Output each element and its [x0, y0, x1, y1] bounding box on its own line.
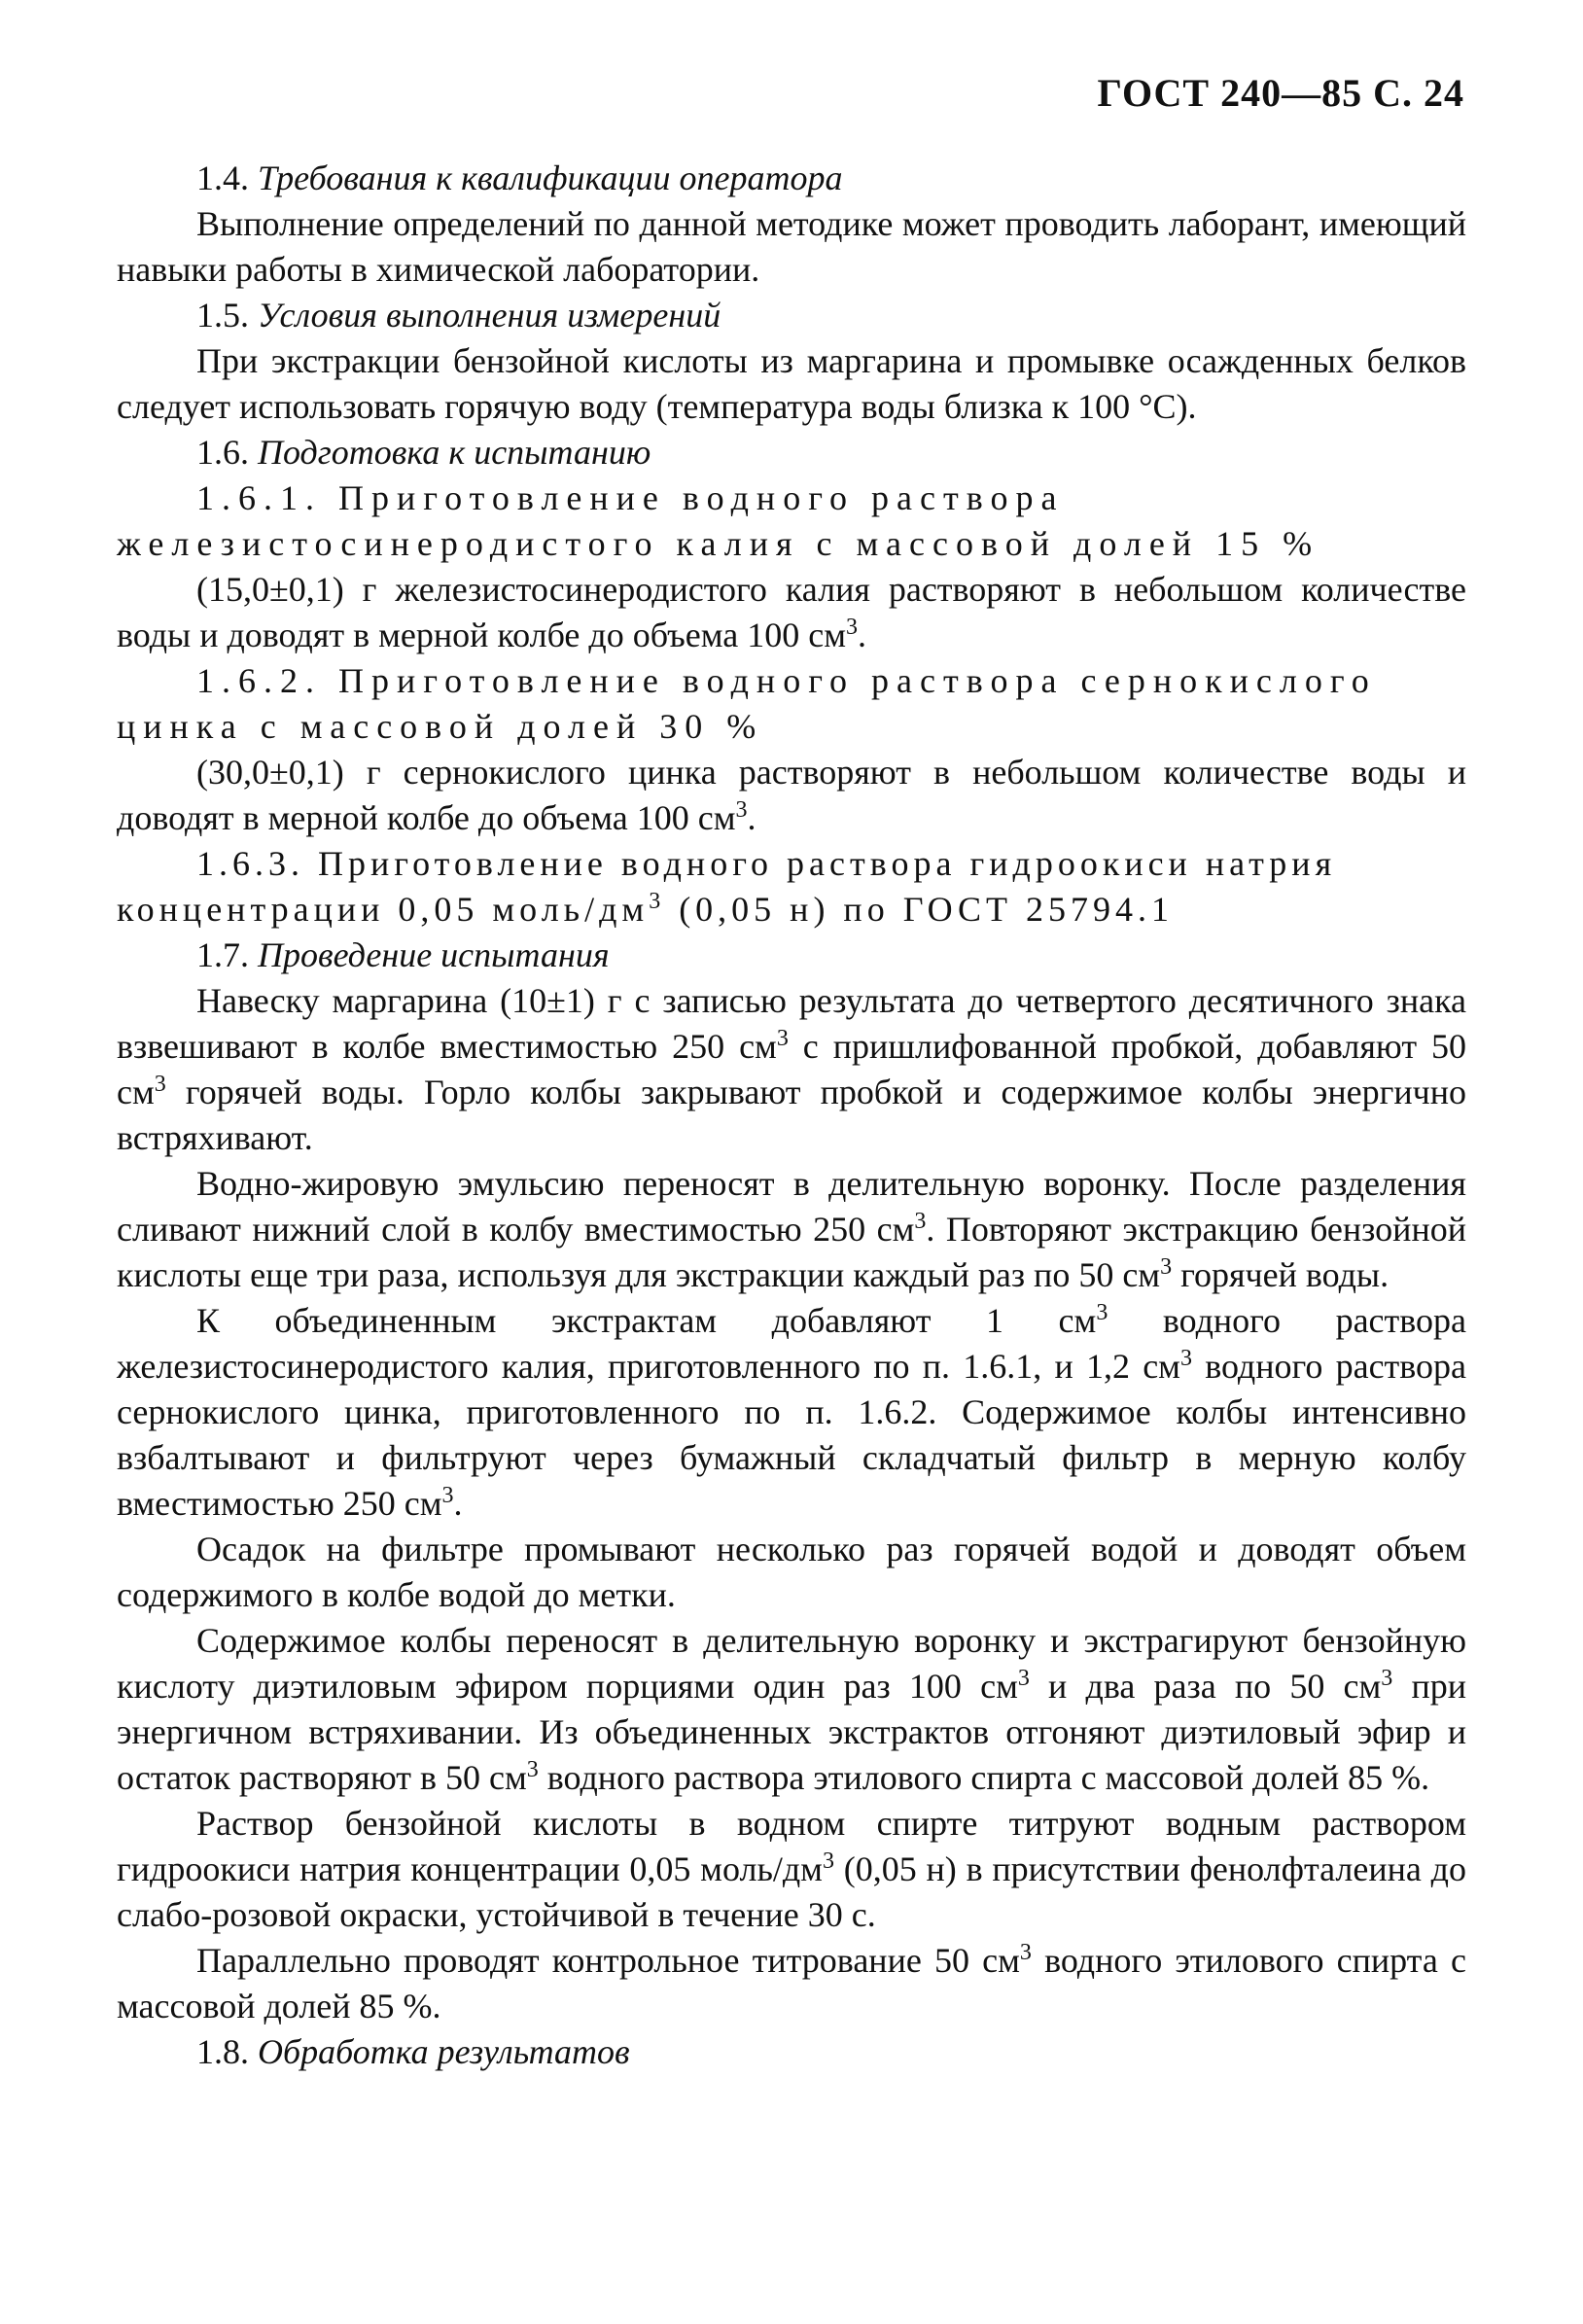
paragraph: Содержимое колбы переносят в делительную воронку и экстрагируют бензойную кислоту диэтиловым эфиром порциями один раз 100 $см^3$ и два раза по 50 $см^3$ при энергичном встряхивании. Из объединенных экстрактов отгоняют диэтиловый эфир и остаток растворяют в 50 $см^3$ водного раствора этилового спирта с массовой долей 85 %.: [117, 1621, 1466, 1797]
section-heading-1-6: 1.6. Подготовка к испытанию: [196, 433, 651, 472]
paragraph: Водно-жировую эмульсию переносят в делительную воронку. После разделения сливают нижний слой в колбу вместимостью 250 $см^3$. Повторяют экстракцию бензойной кислоты еще три раза, используя для экстракции каждый раз по 50 $см^3$ горячей воды.: [117, 1164, 1466, 1294]
paragraph: Навеску маргарина (10±1) г с записью результата до четвертого десятичного знака взвешивают в колбе вместимостью 250 $см^3$ с пришлифованной пробкой, добавляют 50 $см^3$ горячей воды. Горло колбы закрывают пробкой и содержимое колбы энергично встряхивают.: [117, 981, 1467, 1157]
section-heading-1-7: 1.7. Проведение испытания: [196, 935, 610, 974]
document-body: [117, 156, 1466, 2075]
subsection-heading-1-6-2: 1.6.2. Приготовление водного раствора сернокислого цинка с массовой долей 30 %: [117, 661, 1377, 746]
paragraph: (30,0±0,1) г сернокислого цинка растворяют в небольшом количестве воды и доводят в мерной колбе до объема 100 $см^3$.: [117, 753, 1466, 837]
page-header: ГОСТ 240—85 С. 24: [1097, 71, 1464, 115]
paragraph: Параллельно проводят контрольное титрование 50 $см^3$ водного этилового спирта с массовой долей 85 %.: [117, 1940, 1466, 2025]
section-heading-1-4: 1.4. Требования к квалификации оператора: [196, 158, 843, 197]
paragraph: Выполнение определений по данной методике может проводить лаборант, имеющий навыки работы в химической лаборатории.: [117, 204, 1466, 289]
section-heading-1-5: 1.5. Условия выполнения измерений: [196, 296, 721, 335]
paragraph: Раствор бензойной кислоты в водном спирте титруют водным раствором гидроокиси натрия концентрации 0,05 моль/$дм^3$ (0,05 н) в присутствии фенолфталеина до слабо-розовой окраски, устойчивой в течение 30 с.: [117, 1804, 1466, 1934]
section-heading-1-8: 1.8. Обработка результатов: [196, 2032, 630, 2071]
subsection-heading-1-6-3: 1.6.3. Приготовление водного раствора гидроокиси натрия концентрации 0,05 моль/$дм^3$ (0,05 н) по ГОСТ 25794.1: [117, 844, 1337, 929]
paragraph: Осадок на фильтре промывают несколько раз горячей водой и доводят объем содержимого в колбе водой до метки.: [117, 1530, 1466, 1614]
subsection-heading-1-6-1: 1.6.1. Приготовление водного раствора железистосинеродистого калия с массовой долей 15 %: [117, 478, 1320, 563]
paragraph: К объединенным экстрактам добавляют 1 $см^3$ водного раствора железистосинеродистого калия, приготовленного по п. 1.6.1, и 1,2 $см^3$ водного раствора сернокислого цинка, приготовленного по п. 1.6.2. Содержимое колбы интенсивно взбалтывают и фильтруют через бумажный складчатый фильтр в мерную колбу вместимостью 250 $см^3$.: [117, 1300, 1467, 1523]
paragraph: При экстракции бензойной кислоты из маргарина и промывке осажденных белков следует использовать горячую воду (температура воды близка к 100 °С).: [117, 341, 1466, 426]
paragraph: (15,0±0,1) г железистосинеродистого калия растворяют в небольшом количестве воды и доводят в мерной колбе до объема 100 $см^3$.: [117, 570, 1466, 654]
